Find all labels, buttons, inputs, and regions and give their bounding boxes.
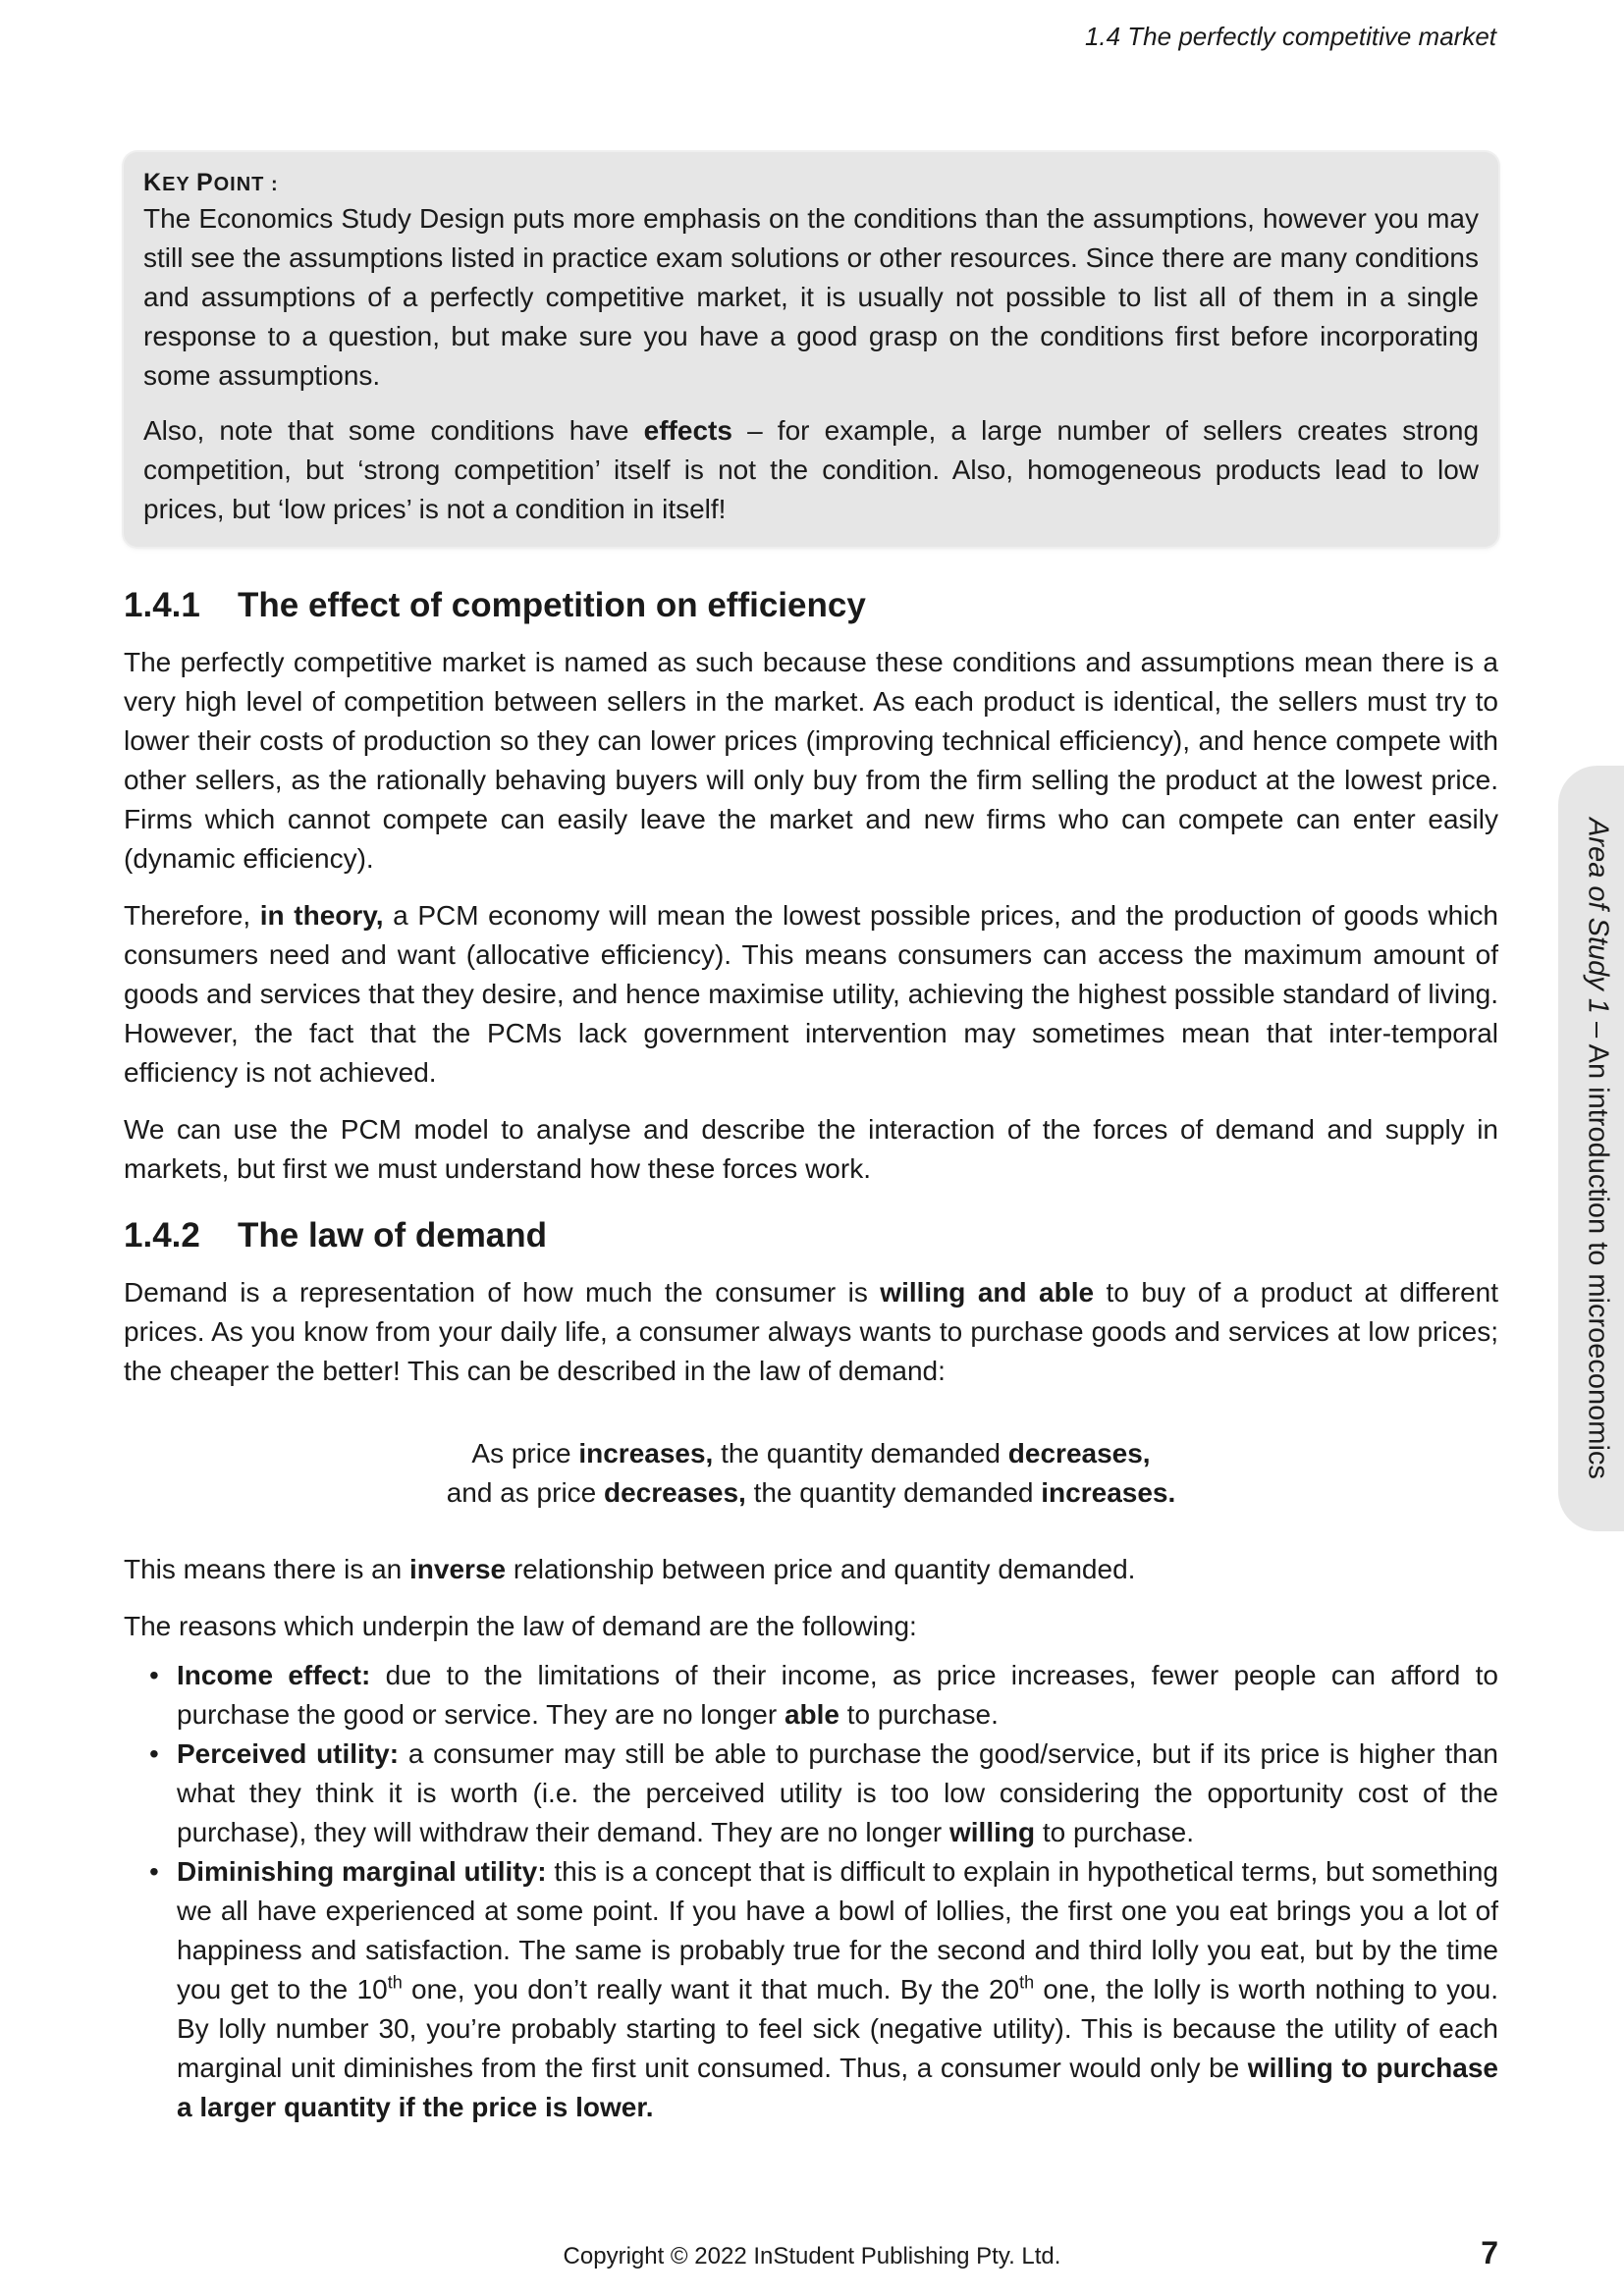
key-point-title-rest: OINT : bbox=[213, 174, 279, 195]
bold-text: able bbox=[784, 1699, 839, 1730]
key-point-title-cap: K bbox=[143, 169, 163, 196]
side-tab-area: Area of Study 1 bbox=[1582, 818, 1614, 1014]
text-run: to buy of a product at different prices. As you know from your daily life, a consumer always wants to purchase goods and services at low prices; the cheaper the better! This can be described in the law of demand: bbox=[124, 1277, 1498, 1386]
superscript-text: th bbox=[1019, 1972, 1035, 1993]
text-run: Demand is a representation of how much the consumer is bbox=[124, 1277, 881, 1308]
section-heading-1-4-2 bbox=[124, 1214, 1498, 1257]
running-header: 1.4 The perfectly competitive market bbox=[1084, 22, 1496, 51]
section-title: The law of demand bbox=[238, 1216, 548, 1255]
bold-text: decreases, bbox=[604, 1477, 746, 1508]
reasons-list bbox=[124, 1656, 1498, 2127]
bold-text: increases, bbox=[578, 1438, 714, 1468]
body-paragraph bbox=[124, 1273, 1498, 1391]
bold-text: in theory, bbox=[259, 900, 384, 931]
bullet-icon: • bbox=[149, 1738, 159, 1769]
bold-text: effects bbox=[643, 415, 732, 446]
list-item-text bbox=[177, 1856, 1498, 2122]
text-run: a PCM economy will mean the lowest possible prices, and the production of goods which consumers need and want (allocative efficiency). This means consumers can access the maximum amount of goods and services that they desire, and hence maximise utility, achieving the highest possible standard of living. However, the fact that the PCMs lack government intervention may sometimes mean that inter-temporal efficiency is not achieved. bbox=[124, 900, 1499, 1088]
text-run: to purchase. bbox=[1035, 1817, 1194, 1847]
text-run: a consumer may still be able to purchase the good/service, but if its price is higher than what they think it is worth (i.e. the perceived utility is too low considering the opportunity cost of the purchase), they will withdraw their demand. They are no longer bbox=[177, 1738, 1498, 1847]
key-point-box bbox=[124, 152, 1498, 547]
bold-text: Perceived utility: bbox=[177, 1738, 400, 1769]
text-run: Also, note that some conditions have bbox=[143, 415, 644, 446]
text-run: one, you don’t really want it that much. By the 20 bbox=[402, 1974, 1020, 2004]
key-point-paragraph bbox=[143, 199, 1479, 396]
bold-text: decreases, bbox=[1007, 1438, 1151, 1468]
key-point-title bbox=[143, 168, 1479, 199]
text-run: – for example, a large number of sellers creates strong competition, but ‘strong competition’ itself is not the condition. Also, homogeneous products lead to low prices, but ‘low prices’ is not a condition in itself! bbox=[143, 415, 1480, 524]
text-run: due to the limitations of their income, as price increases, fewer people can afford to purchase the good or service. They are no longer bbox=[177, 1660, 1498, 1730]
bold-text: inverse bbox=[409, 1554, 507, 1584]
text-run: one, the lolly is worth nothing to you. By lolly number 30, you’re probably starting to feel sick (negative utility). This is because the utility of each marginal unit diminishes from the first unit consumed. Thus, a consumer would only be bbox=[177, 1974, 1498, 2083]
law-line bbox=[124, 1434, 1498, 1473]
bold-text: willing bbox=[949, 1817, 1036, 1847]
bold-text: Diminishing marginal utility: bbox=[177, 1856, 547, 1887]
text-run: The reasons which underpin the law of demand are the following: bbox=[124, 1611, 917, 1641]
section-heading-1-4-1 bbox=[124, 584, 1498, 627]
section-number: 1.4.2 bbox=[124, 1216, 200, 1255]
text-run: relationship between price and quantity demanded. bbox=[506, 1554, 1136, 1584]
body-paragraph bbox=[124, 1550, 1498, 1589]
list-item bbox=[149, 1735, 1498, 1852]
section-title: The effect of competition on efficiency bbox=[238, 586, 866, 624]
bullet-icon: • bbox=[149, 1660, 159, 1690]
text-run: We can use the PCM model to analyse and describe the interaction of the forces of demand and supply in markets, but first we must understand how these forces work. bbox=[124, 1114, 1498, 1184]
text-run: As price bbox=[471, 1438, 579, 1468]
section-number: 1.4.1 bbox=[124, 586, 200, 624]
law-line bbox=[124, 1473, 1498, 1513]
law-of-demand-statement bbox=[124, 1434, 1498, 1513]
list-item bbox=[149, 1852, 1499, 2127]
text-run: The perfectly competitive market is named as such because these conditions and assumptions mean there is a very high level of competition between sellers in the market. As each product is identical, the sellers must try to lower their costs of production so they can lower prices (improving technical efficiency), and hence compete with other sellers, as the rationally behaving buyers will only buy from the firm selling the product at the lowest price. Firms which cannot compete can easily leave the market and new firms who can compete can enter easily (dynamic efficiency). bbox=[124, 647, 1498, 874]
text-run: The Economics Study Design puts more emphasis on the conditions than the assumptions, however you may still see the assumptions listed in practice exam solutions or other resources. Since there are many conditions and assumptions of a perfectly competitive market, it is usually not possible to list all of them in a single response to a question, but make sure you have a good grasp on the conditions first before incorporating some assumptions. bbox=[143, 203, 1479, 391]
main-content bbox=[124, 152, 1498, 2127]
text-run: Therefore, bbox=[124, 900, 260, 931]
list-item-text bbox=[177, 1660, 1498, 1730]
page-number: 7 bbox=[1481, 2235, 1498, 2270]
text-run: to purchase. bbox=[839, 1699, 999, 1730]
bold-text: increases. bbox=[1041, 1477, 1176, 1508]
list-item bbox=[149, 1656, 1498, 1735]
bullet-icon: • bbox=[149, 1856, 159, 1887]
text-run: the quantity demanded bbox=[745, 1477, 1042, 1508]
text-run: This means there is an bbox=[124, 1554, 410, 1584]
text-run: the quantity demanded bbox=[713, 1438, 1008, 1468]
body-paragraph bbox=[124, 1110, 1498, 1189]
body-paragraph bbox=[124, 896, 1498, 1093]
list-item-text bbox=[177, 1738, 1498, 1847]
superscript-text: th bbox=[387, 1972, 403, 1993]
key-point-title-rest: EY bbox=[162, 174, 196, 195]
key-point-paragraph bbox=[143, 411, 1479, 529]
text-run: and as price bbox=[446, 1477, 605, 1508]
text-run: this is a concept that is difficult to explain in hypothetical terms, but something we all have experienced at some point. If you have a bowl of lollies, the first one you eat brings you a lot of happiness and satisfaction. The same is probably true for the second and third lolly you eat, but by the time you get to the 10 bbox=[177, 1856, 1499, 2004]
side-tab-label bbox=[1582, 818, 1614, 1479]
side-tab-topic: – An introduction to microeconomics bbox=[1582, 1014, 1614, 1479]
bold-text: willing to purchase a larger quantity if the price is lower. bbox=[177, 2053, 1498, 2122]
bold-text: Income effect: bbox=[177, 1660, 371, 1690]
body-paragraph bbox=[124, 643, 1498, 879]
key-point-title-cap: P bbox=[195, 169, 214, 196]
body-paragraph bbox=[124, 1607, 1498, 1646]
bold-text: willing and able bbox=[880, 1277, 1095, 1308]
footer-copyright: Copyright © 2022 InStudent Publishing Pty. Ltd. bbox=[563, 2243, 1061, 2269]
